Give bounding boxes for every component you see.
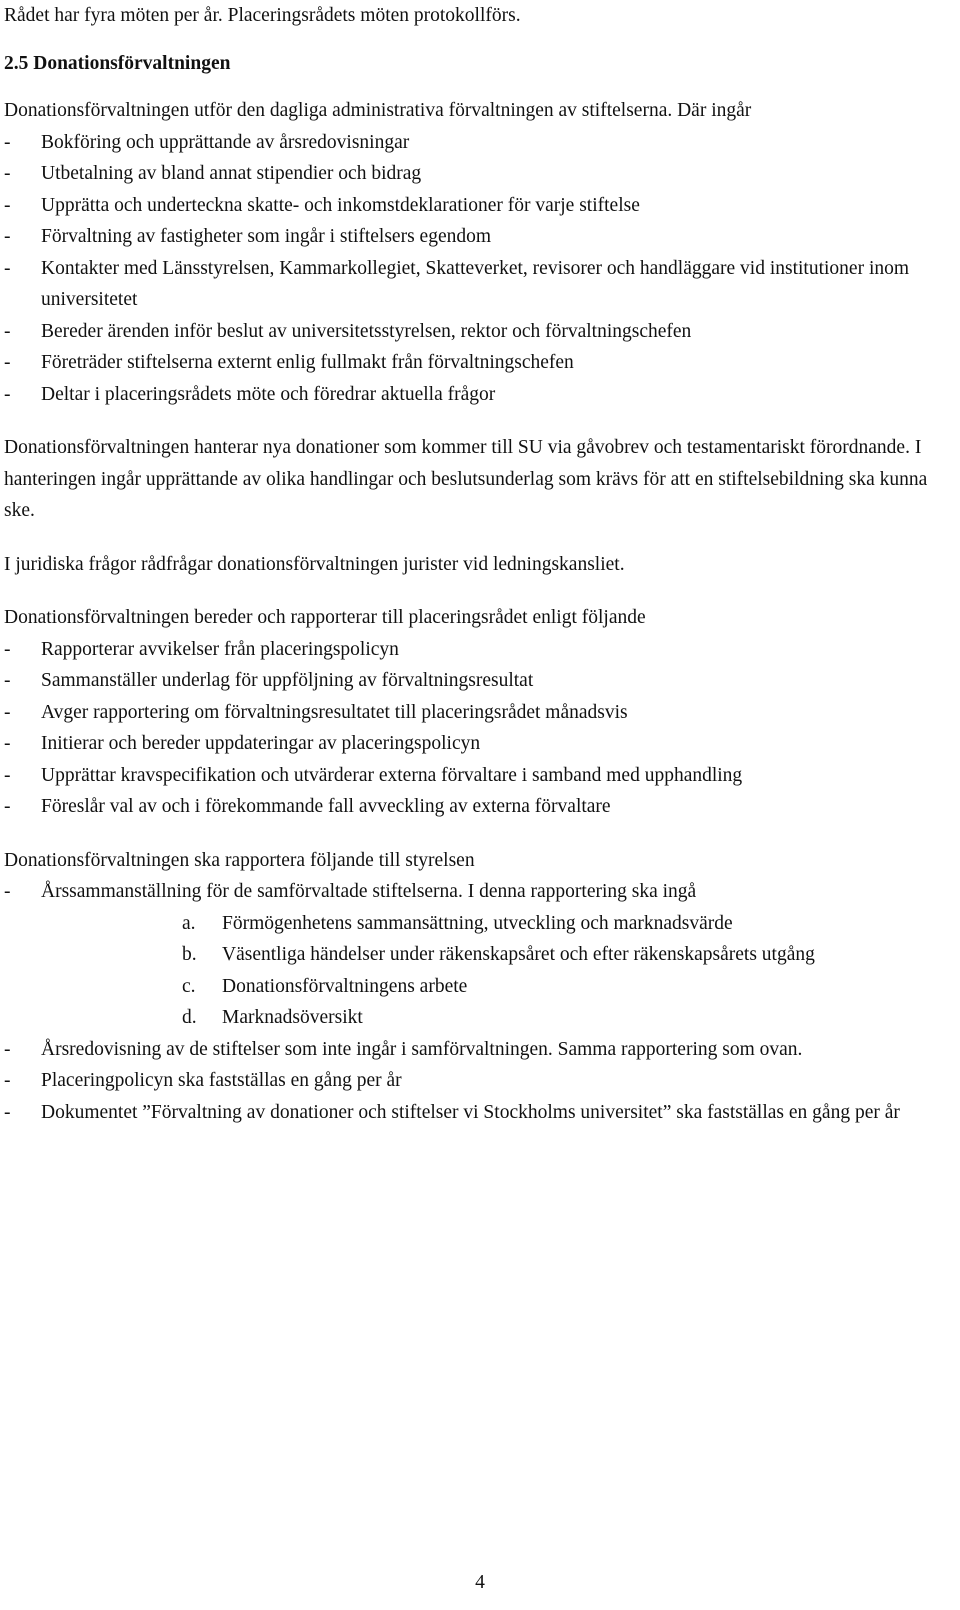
dash-marker: - <box>4 383 11 405</box>
sublist-item: a. Förmögenhetens sammansättning, utveckling och marknadsvärde <box>4 908 954 940</box>
list-item: - Kontakter med Länsstyrelsen, Kammarkollegiet, Skatteverket, revisorer och handläggare vid institutioner inom universitetet <box>4 253 954 316</box>
dash-marker: - <box>4 764 11 786</box>
dash-marker: - <box>4 796 11 817</box>
sublist-annual-summary <box>4 908 954 1034</box>
dash-marker: - <box>4 226 11 247</box>
list-item: - Upprättar kravspecifikation och utvärderar externa förvaltare i samband med upphandling <box>4 760 954 792</box>
sublist-item: d. Marknadsöversikt <box>4 1002 954 1034</box>
list-item: - Avger rapportering om förvaltningsresultatet till placeringsrådet månadsvis <box>4 697 954 729</box>
list-item: - Placeringpolicyn ska fastställas en gång per år <box>4 1065 954 1097</box>
list-item: - Upprätta och underteckna skatte- och inkomstdeklarationer för varje stiftelse <box>4 190 954 222</box>
list-item: - Förvaltning av fastigheter som ingår i stiftelsers egendom <box>4 221 954 253</box>
list-item: - Företräder stiftelserna externt enlig fullmakt från förvaltningschefen <box>4 347 954 379</box>
sublist-item: b. Väsentliga händelser under räkenskapsåret och efter räkenskapsårets utgång <box>4 939 954 971</box>
dash-marker: - <box>4 881 11 902</box>
list-item: - Rapporterar avvikelser från placeringspolicyn <box>4 634 954 666</box>
list-item: - Årssammanställning för de samförvaltade stiftelserna. I denna rapportering ska ingå <box>4 876 954 908</box>
paragraph-new-donations: Donationsförvaltningen hanterar nya donationer som kommer till SU via gåvobrev och testamentariskt förordnande. I hanteringen ingår upprättande av olika handlingar och beslutsunderlag som krävs för att en stiftelsebildning ska kunna ske. <box>4 437 928 521</box>
paragraph-administration: Donationsförvaltningen utför den dagliga administrativa förvaltningen av stiftelserna. Där ingår <box>4 100 752 121</box>
dash-marker: - <box>4 670 11 691</box>
dash-marker: - <box>4 352 11 373</box>
dash-marker: - <box>4 701 11 723</box>
sublist-marker: d. <box>182 1007 197 1028</box>
list-item: - Deltar i placeringsrådets möte och föredrar aktuella frågor <box>4 379 954 411</box>
document-page <box>4 0 954 1128</box>
list-item: - Sammanställer underlag för uppföljning av förvaltningsresultat <box>4 665 954 697</box>
paragraph-reporting-board: Donationsförvaltningen ska rapportera följande till styrelsen <box>4 849 475 871</box>
section-heading: 2.5 Donationsförvaltningen <box>4 52 231 74</box>
sublist-marker: a. <box>182 912 196 934</box>
sublist-item: c. Donationsförvaltningens arbete <box>4 971 954 1003</box>
paragraph-reporting-council: Donationsförvaltningen bereder och rapporterar till placeringsrådet enligt följande <box>4 607 646 628</box>
dash-marker: - <box>4 1038 11 1060</box>
list-reporting-council <box>4 634 954 823</box>
list-item: - Bereder ärenden inför beslut av universitetsstyrelsen, rektor och förvaltningschefen <box>4 316 954 348</box>
dash-marker: - <box>4 1101 11 1123</box>
list-reporting-board-continued <box>4 1034 954 1129</box>
list-item: - Dokumentet ”Förvaltning av donationer och stiftelser vi Stockholms universitet” ska fastställas en gång per år <box>4 1097 954 1129</box>
dash-marker: - <box>4 638 11 660</box>
page-number: 4 <box>475 1572 485 1593</box>
sublist-marker: c. <box>182 975 196 997</box>
list-reporting-board <box>4 876 954 908</box>
list-item: - Utbetalning av bland annat stipendier och bidrag <box>4 158 954 190</box>
dash-marker: - <box>4 194 11 216</box>
paragraph-legal: I juridiska frågor rådfrågar donationsförvaltningen jurister vid ledningskansliet. <box>4 553 625 575</box>
list-item: - Initierar och bereder uppdateringar av placeringspolicyn <box>4 728 954 760</box>
list-administration-tasks <box>4 127 954 411</box>
sublist-marker: b. <box>182 944 197 965</box>
dash-marker: - <box>4 733 11 754</box>
intro-text: Rådet har fyra möten per år. Placeringsrådets möten protokollförs. <box>4 5 521 26</box>
list-item: - Föreslår val av och i förekommande fall avveckling av externa förvaltare <box>4 791 954 823</box>
dash-marker: - <box>4 1070 11 1091</box>
dash-marker: - <box>4 131 11 153</box>
list-item: - Bokföring och upprättande av årsredovisningar <box>4 127 954 159</box>
list-item: - Årsredovisning av de stiftelser som inte ingår i samförvaltningen. Samma rapportering som ovan. <box>4 1034 954 1066</box>
dash-marker: - <box>4 257 11 279</box>
dash-marker: - <box>4 320 11 342</box>
dash-marker: - <box>4 163 11 184</box>
